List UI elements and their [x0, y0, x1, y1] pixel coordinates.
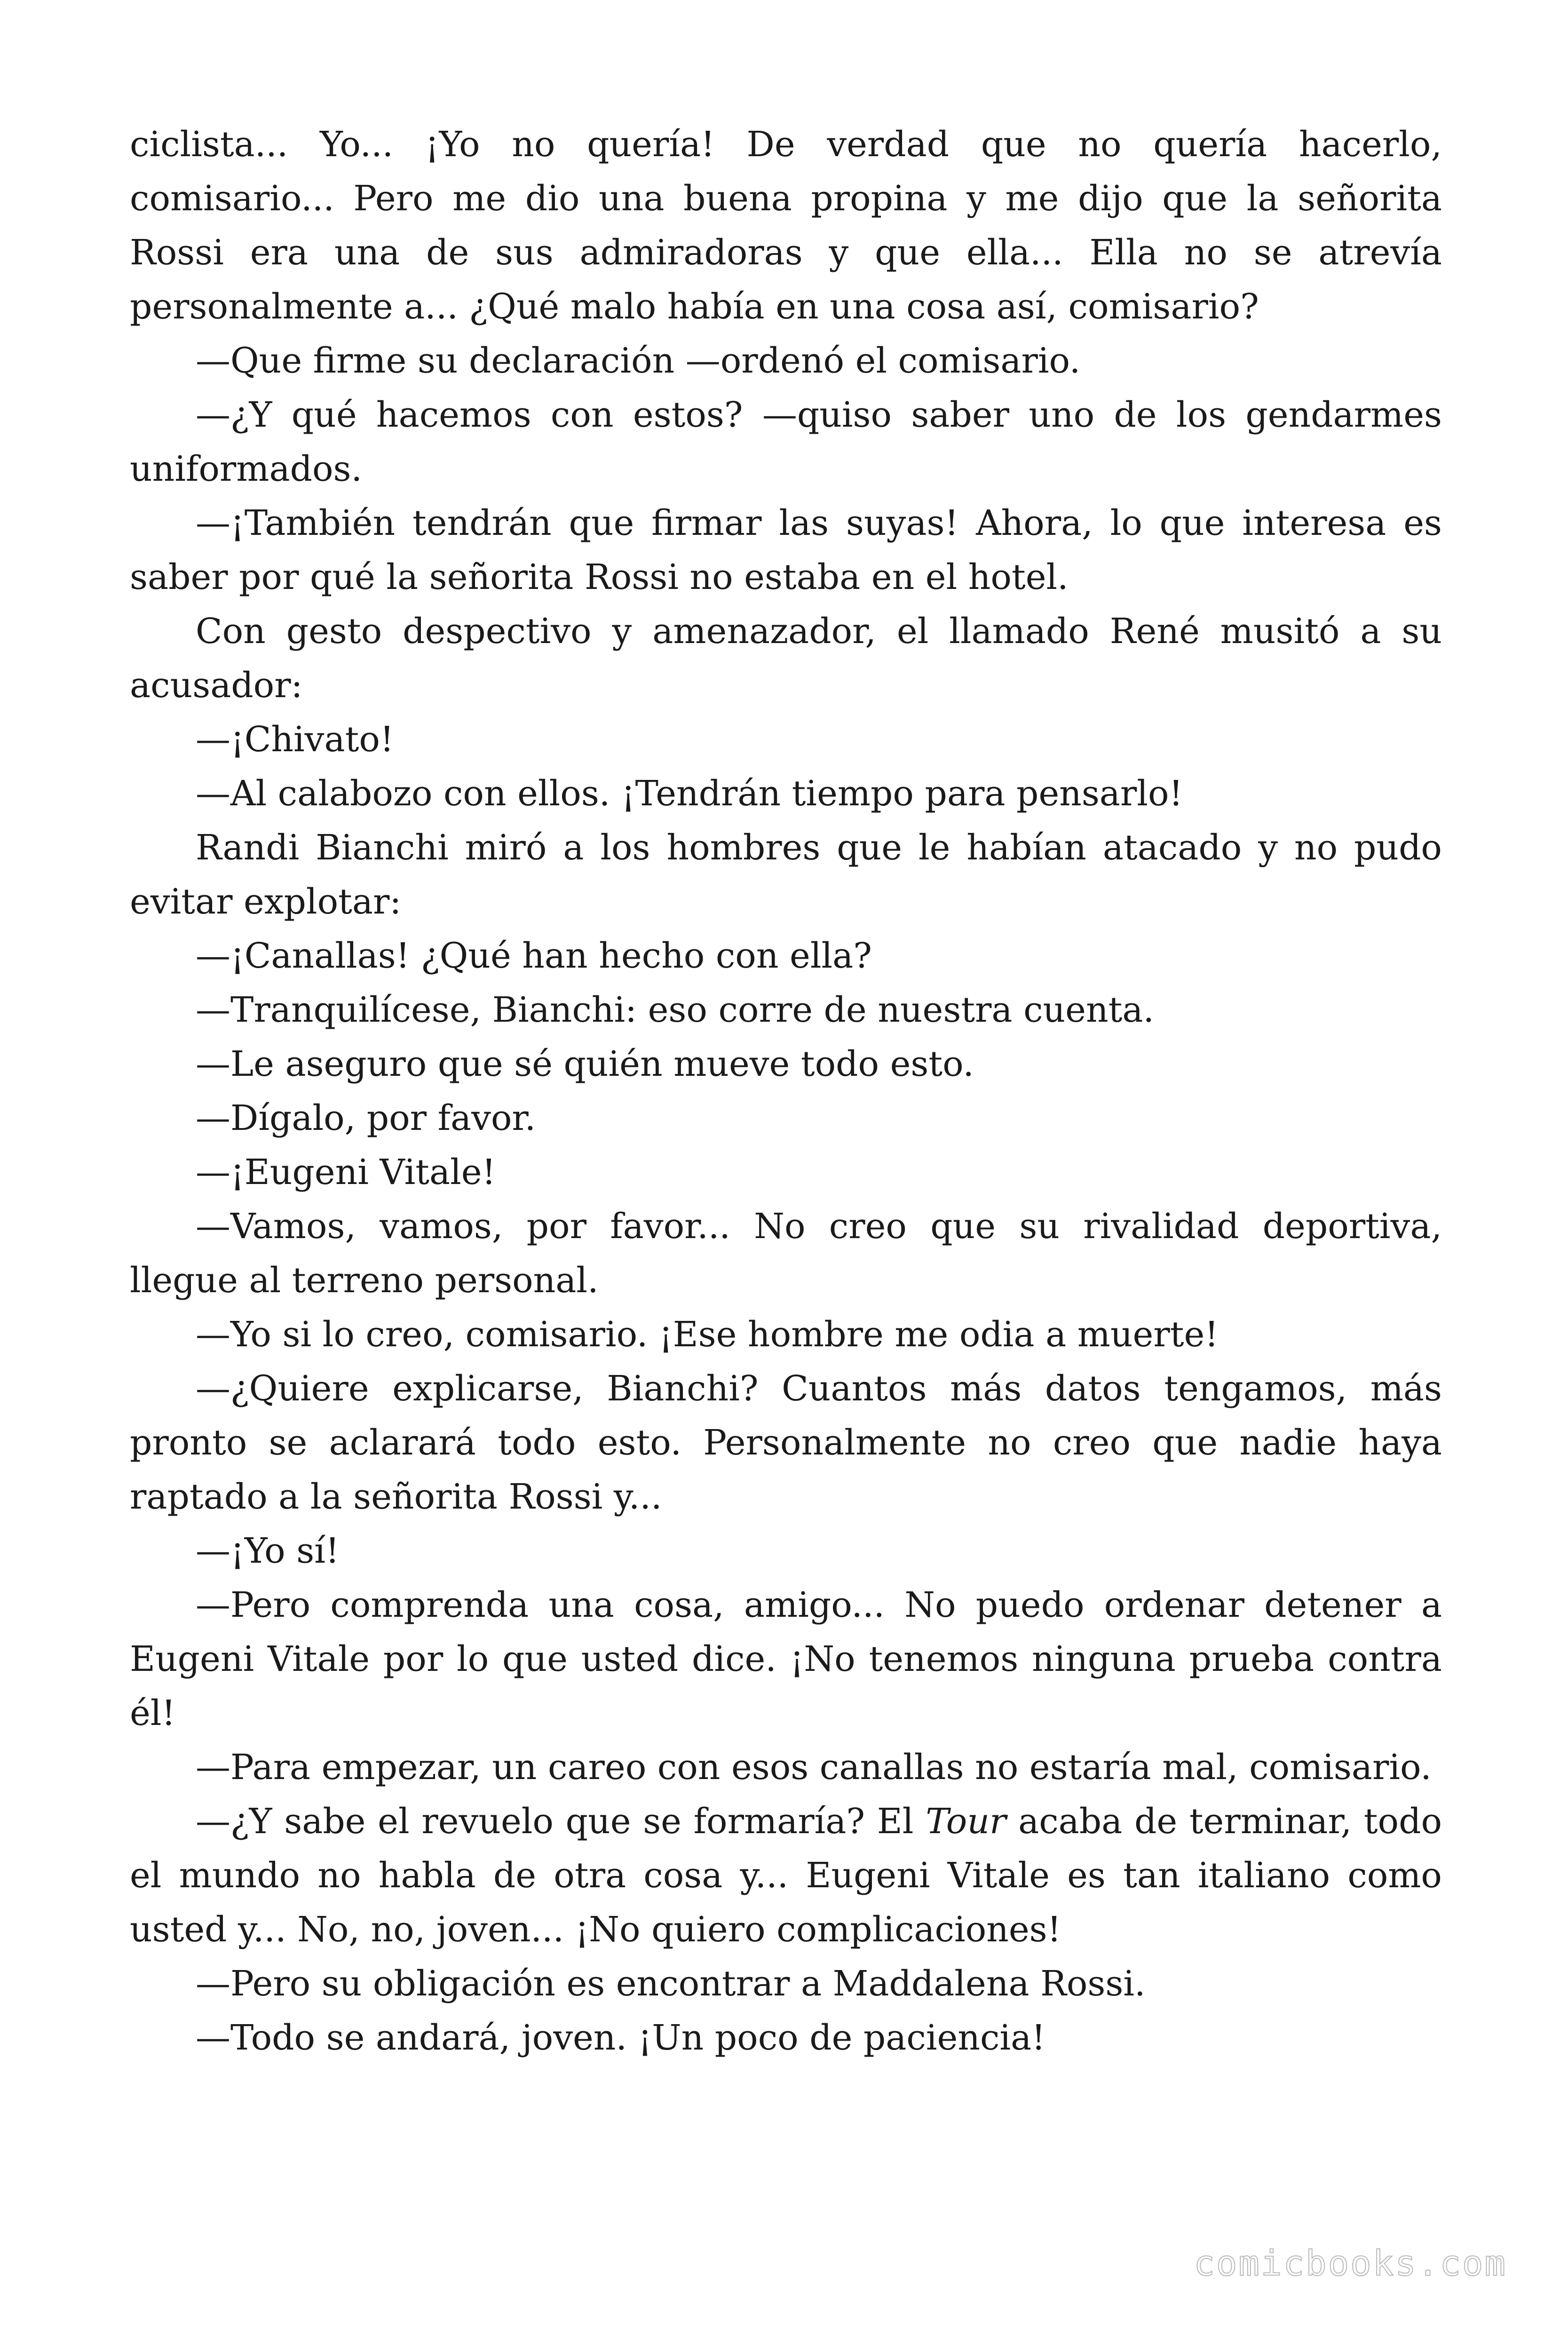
paragraph: —¡También tendrán que firmar las suyas! Ahora, lo que interesa es saber por qué la señorita Rossi no estaba en el hotel. — [130, 503, 1442, 597]
paragraph: —Tranquilícese, Bianchi: eso corre de nuestra cuenta. — [196, 990, 1154, 1030]
watermark: comicbooks.com — [1194, 2243, 1507, 2284]
paragraph: —Al calabozo con ellos. ¡Tendrán tiempo para pensarlo! — [196, 773, 1183, 814]
paragraph: —Le aseguro que sé quién mueve todo esto. — [196, 1044, 974, 1084]
paragraph: —¿Quiere explicarse, Bianchi? Cuantos más datos tengamos, más pronto se aclarará todo esto. Personalmente no creo que nadie haya raptado a la señorita Rossi y... — [130, 1368, 1442, 1517]
paragraph: —Todo se andará, joven. ¡Un poco de paciencia! — [196, 2018, 1045, 2058]
paragraph: —Para empezar, un careo con esos canallas no estaría mal, comisario. — [196, 1747, 1432, 1788]
paragraph: —¿Y qué hacemos con estos? —quiso saber uno de los gendarmes uniformados. — [130, 395, 1442, 489]
paragraph-tour — [130, 1795, 1442, 1957]
paragraph: —¡Chivato! — [196, 719, 394, 760]
paragraph: —Vamos, vamos, por favor... No creo que su rivalidad deportiva, llegue al terreno personal. — [130, 1206, 1442, 1301]
tour-italic: Tour — [926, 1801, 1006, 1842]
paragraph: Con gesto despectivo y amenazador, el llamado René musitó a su acusador: — [130, 611, 1442, 706]
tour-text-after: acaba de terminar, todo el mundo no habla de otra cosa y... Eugeni Vitale es tan italiano como usted y... No, no, joven... ¡No quiero complicaciones! — [130, 1801, 1442, 1950]
paragraph: —¡Eugeni Vitale! — [196, 1152, 496, 1192]
paragraph: —Pero su obligación es encontrar a Maddalena Rossi. — [196, 1963, 1146, 2004]
page-text — [130, 118, 1442, 2065]
paragraph: —Pero comprenda una cosa, amigo... No puedo ordenar detener a Eugeni Vitale por lo que usted dice. ¡No tenemos ninguna prueba contra él! — [130, 1585, 1442, 1733]
paragraph: ciclista... Yo... ¡Yo no quería! De verdad que no quería hacerlo, comisario... Pero me dio una buena propina y me dijo que la señorita Rossi era una de sus admiradoras y que ella... Ella no se atrevía personalmente a... ¿Qué malo había en una cosa así, comisario? — [130, 124, 1442, 327]
paragraph: —Yo si lo creo, comisario. ¡Ese hombre me odia a muerte! — [196, 1314, 1219, 1355]
paragraph: Randi Bianchi miró a los hombres que le habían atacado y no pudo evitar explotar: — [130, 827, 1442, 922]
paragraph: —Dígalo, por favor. — [196, 1098, 536, 1138]
paragraph: —¡Yo sí! — [196, 1531, 340, 1571]
paragraph: —Que firme su declaración —ordenó el comisario. — [196, 341, 1081, 381]
tour-text-before: —¿Y sabe el revuelo que se formaría? El — [196, 1801, 926, 1842]
paragraph: —¡Canallas! ¿Qué han hecho con ella? — [196, 936, 872, 976]
